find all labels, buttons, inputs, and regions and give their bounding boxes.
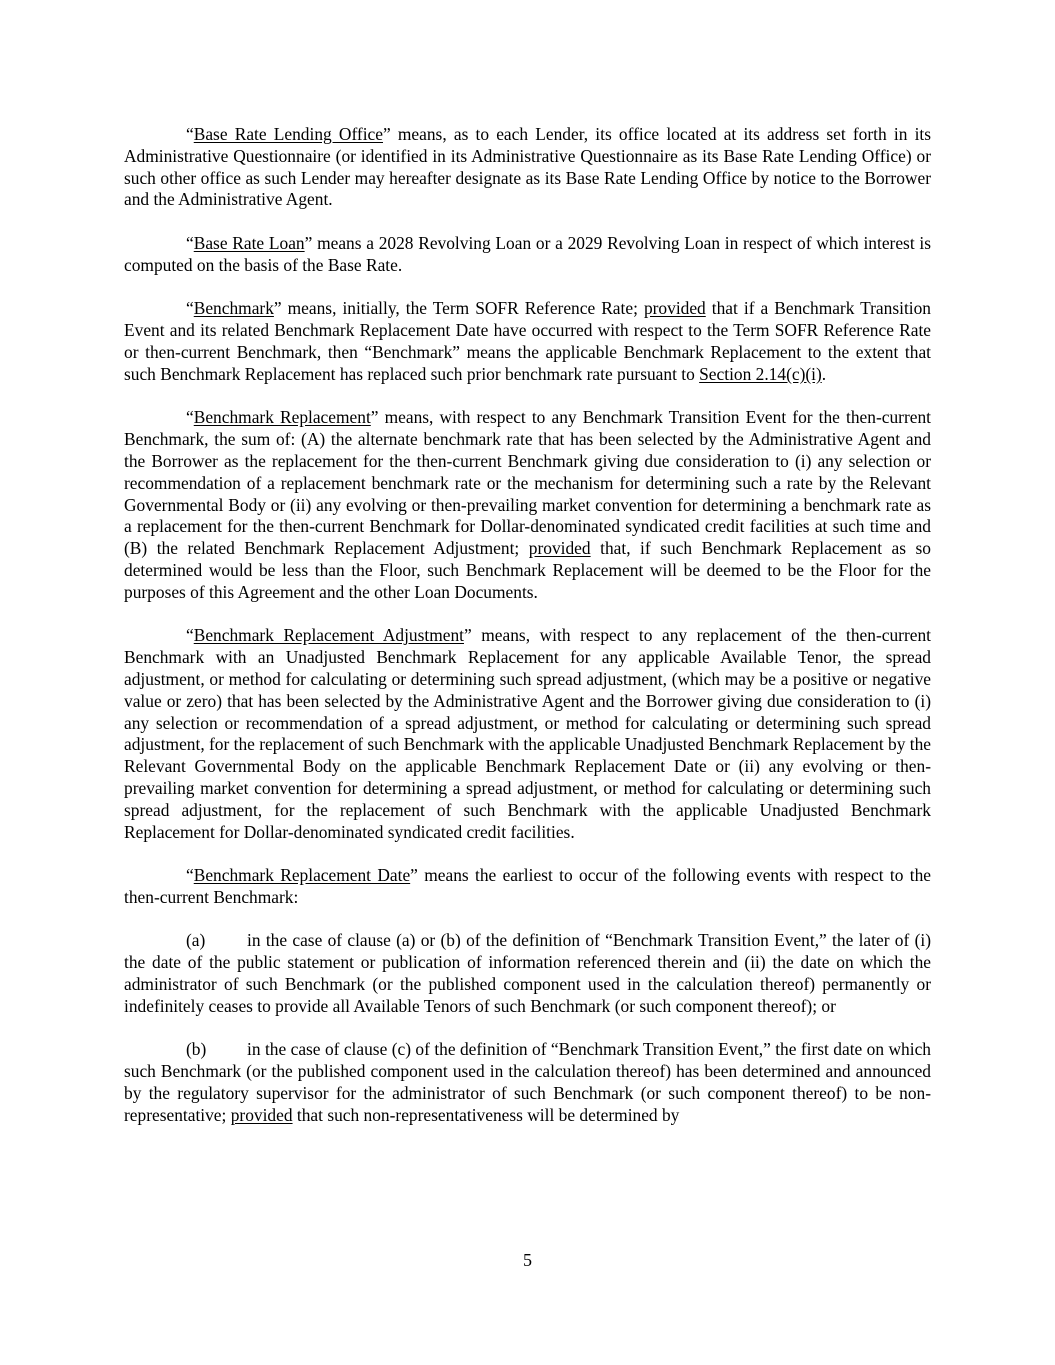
definition-text: ” means, as to each Lender, its office located at its address set forth in its Administrative Questionnaire (or identified in its Administrative Questionnaire as its Base Rate Lending Office) or such other office as such Lender may hereafter designate as its Base Rate Lending Office by notice to the Borrower and the Administrative Agent. [124,124,931,210]
definition-text: that if a Benchmark Transition Event and its related Benchmark Replacement Date have occurred with respect to the Term SOFR Reference Rate or then-current Benchmark, then “Benchmark” means the applicable Benchmark Replacement to the extent that such Benchmark Replacement has replaced such prior benchmark rate pursuant to [124,298,931,384]
provided-word: provided [528,538,591,559]
page-number: 5 [523,1250,532,1270]
definition-base-rate-loan [124,233,931,277]
defined-term: Benchmark Replacement [193,407,371,428]
open-quote: “ [186,407,194,428]
open-quote: “ [186,124,194,144]
definition-benchmark [124,298,931,385]
document-body [124,124,931,1148]
definition-text: that, if such Benchmark Replacement as so determined would be less than the Floor, such Benchmark Replacement will be deemed to be the Floor for the purposes of this Agreement and the other Loan Documents. [124,538,932,602]
provided-word: provided [643,298,706,319]
defined-term: Benchmark Replacement Date [193,865,411,886]
defined-term: Benchmark [193,298,274,319]
provided-word: provided [230,1104,293,1125]
definition-text: ” means a 2028 Revolving Loan or a 2029 Revolving Loan in respect of which interest is computed on the basis of the Base Rate. [124,232,931,275]
clause-text: in the case of clause (a) or (b) of the definition of “Benchmark Transition Event,” the later of (i) the date of the public statement or publication of information referenced therein and (ii) the date on which the administrator of such Benchmark (or the published component used in the calculation thereof) permanently or indefinitely ceases to provide all Available Tenors of such Benchmark (or such component thereof); or [124,930,931,1016]
open-quote: “ [186,232,194,253]
clause-a [124,930,931,1017]
clause-label: (a) [186,930,206,951]
definition-text: ” means, with respect to any Benchmark Transition Event for the then-current Benchmark, the sum of: (A) the alternate benchmark rate that has been selected by the Administrative Agent and the Borrower as the replacement for the then-current Benchmark giving due consideration to (i) any selection or recommendation of a replacement benchmark rate or the mechanism for determining such a rate by the Relevant Governmental Body or (ii) any evolving or then-prevailing market convention for determining a benchmark rate as a replacement for the then-current Benchmark for Dollar-denominated syndicated credit facilities at such time and (B) the related Benchmark Replacement Adjustment; [124,407,931,559]
defined-term: Base Rate Lending Office [193,124,383,144]
clause-text: that such non-representativeness will be determined by [292,1104,680,1125]
clause-b [124,1039,931,1126]
definition-benchmark-replacement-date [124,865,931,909]
definition-benchmark-replacement [124,407,931,603]
definition-benchmark-replacement-adjustment [124,625,931,843]
open-quote: “ [186,298,194,319]
defined-term: Benchmark Replacement Adjustment [193,625,464,646]
open-quote: “ [186,625,194,646]
open-quote: “ [186,865,194,886]
definition-base-rate-lending-office [124,124,931,211]
definition-text: . [821,363,827,384]
definition-text: ” means, initially, the Term SOFR Reference Rate; [273,298,644,319]
section-reference: Section 2.14(c)(i) [699,363,822,384]
clause-text: in the case of clause (c) of the definition of “Benchmark Transition Event,” the first date on which such Benchmark (or the published component used in the calculation thereof) has been determined and announced by the regulatory supervisor for the administrator of such Benchmark (or such component thereof) to be non-representative; [124,1039,931,1125]
definition-text: ” means, with respect to any replacement of the then-current Benchmark with an Unadjusted Benchmark Replacement for any applicable Available Tenor, the spread adjustment, or method for calculating or determining such spread adjustment, (which may be a positive or negative value or zero) that has been selected by the Administrative Agent and the Borrower giving due consideration to (i) any selection or recommendation of a spread adjustment, or method for calculating or determining such spread adjustment, for the replacement of such Benchmark with the applicable Unadjusted Benchmark Replacement by the Relevant Governmental Body on the applicable Benchmark Replacement Date or (ii) any evolving or then-prevailing market convention for determining a spread adjustment, or method for calculating or determining such spread adjustment, for the replacement of such Benchmark with the applicable Unadjusted Benchmark Replacement for Dollar-denominated syndicated credit facilities. [124,625,931,842]
definition-text: ” means the earliest to occur of the following events with respect to the then-current Benchmark: [124,865,931,907]
clause-label: (b) [186,1039,207,1060]
defined-term: Base Rate Loan [193,232,305,253]
